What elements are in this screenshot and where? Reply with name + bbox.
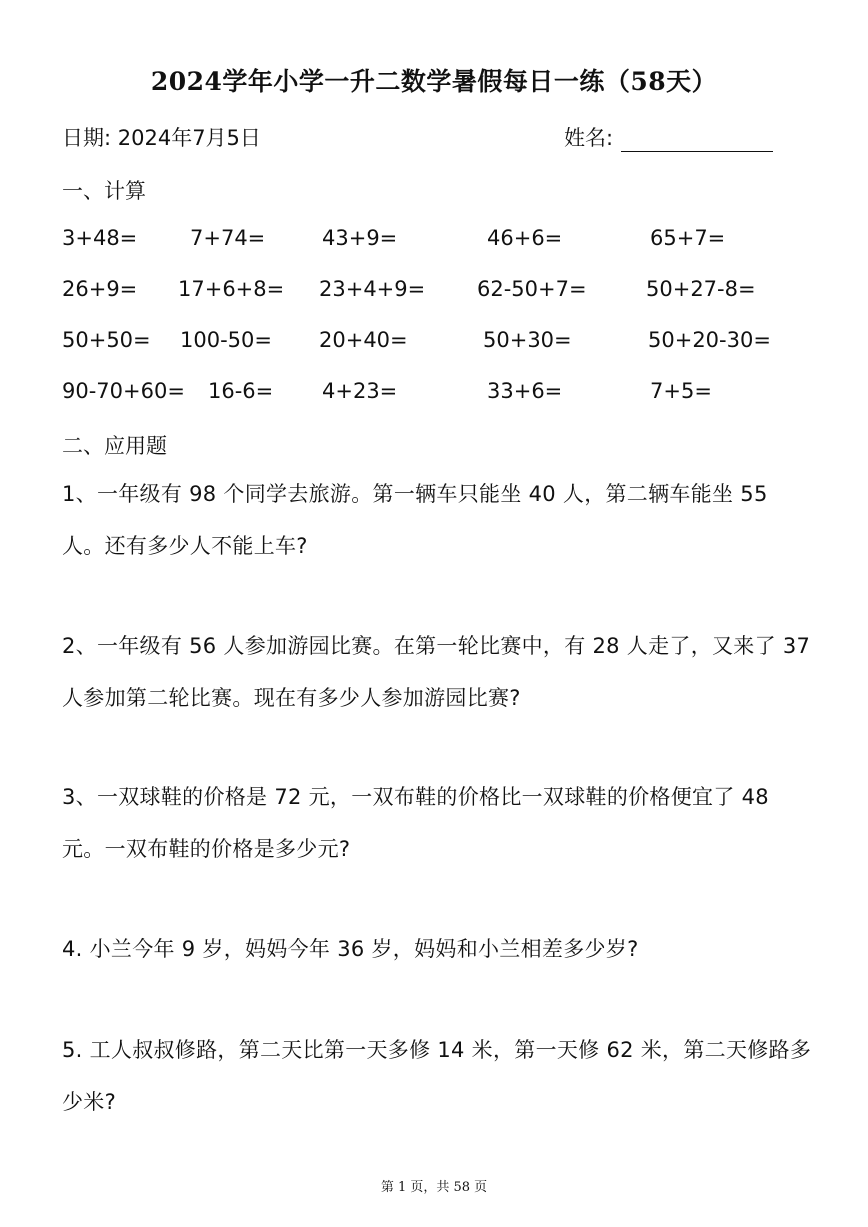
- name-blank-line: [621, 127, 773, 152]
- calc-item: 7+74=: [190, 226, 266, 250]
- calc-item: 3+48=: [62, 226, 138, 250]
- calc-item: 17+6+8=: [178, 277, 285, 301]
- calc-item: 4+23=: [322, 379, 398, 403]
- calc-item: 20+40=: [319, 328, 408, 352]
- word-problem-5: 5. 工人叔叔修路，第二天比第一天多修 14 米，第一天修 62 米，第二天修路多少米?: [62, 1038, 812, 1114]
- calc-item: 50+50=: [62, 328, 151, 352]
- name-field: [564, 122, 773, 152]
- calc-item: 90-70+60=: [62, 379, 185, 403]
- word-problem-1: 1、一年级有 98 个同学去旅游。第一辆车只能坐 40 人，第二辆车能坐 55 人。还有多少人不能上车?: [62, 482, 768, 558]
- calc-item: 62-50+7=: [477, 277, 587, 301]
- calc-item: 50+20-30=: [648, 328, 771, 352]
- calc-item: 23+4+9=: [319, 277, 426, 301]
- page-title: 2024学年小学一升二数学暑假每日一练（58天）: [150, 67, 718, 96]
- info-row: [62, 122, 802, 156]
- date-label: 日期: 2024年7月5日: [62, 126, 261, 150]
- section-calculation-heading: 一、计算: [62, 179, 146, 203]
- calc-item: 43+9=: [322, 226, 398, 250]
- word-problem-3: 3、一双球鞋的价格是 72 元，一双布鞋的价格比一双球鞋的价格便宜了 48 元。一双布鞋的价格是多少元?: [62, 785, 769, 861]
- calc-item: 50+27-8=: [646, 277, 756, 301]
- word-problem-4: 4. 小兰今年 9 岁，妈妈今年 36 岁，妈妈和小兰相差多少岁?: [62, 937, 639, 961]
- calc-item: 46+6=: [487, 226, 563, 250]
- calc-item: 16-6=: [208, 379, 274, 403]
- name-label: 姓名:: [564, 126, 614, 150]
- word-problem-2: 2、一年级有 56 人参加游园比赛。在第一轮比赛中，有 28 人走了，又来了 37 人参加第二轮比赛。现在有多少人参加游园比赛?: [62, 634, 811, 710]
- calc-item: 50+30=: [483, 328, 572, 352]
- calc-item: 7+5=: [650, 379, 712, 403]
- page-number-footer: 第 1 页，共 58 页: [380, 1180, 488, 1195]
- calc-item: 100-50=: [180, 328, 272, 352]
- calc-item: 65+7=: [650, 226, 726, 250]
- calc-item: 26+9=: [62, 277, 138, 301]
- calc-item: 33+6=: [487, 379, 563, 403]
- section-word-problems-heading: 二、应用题: [62, 434, 167, 458]
